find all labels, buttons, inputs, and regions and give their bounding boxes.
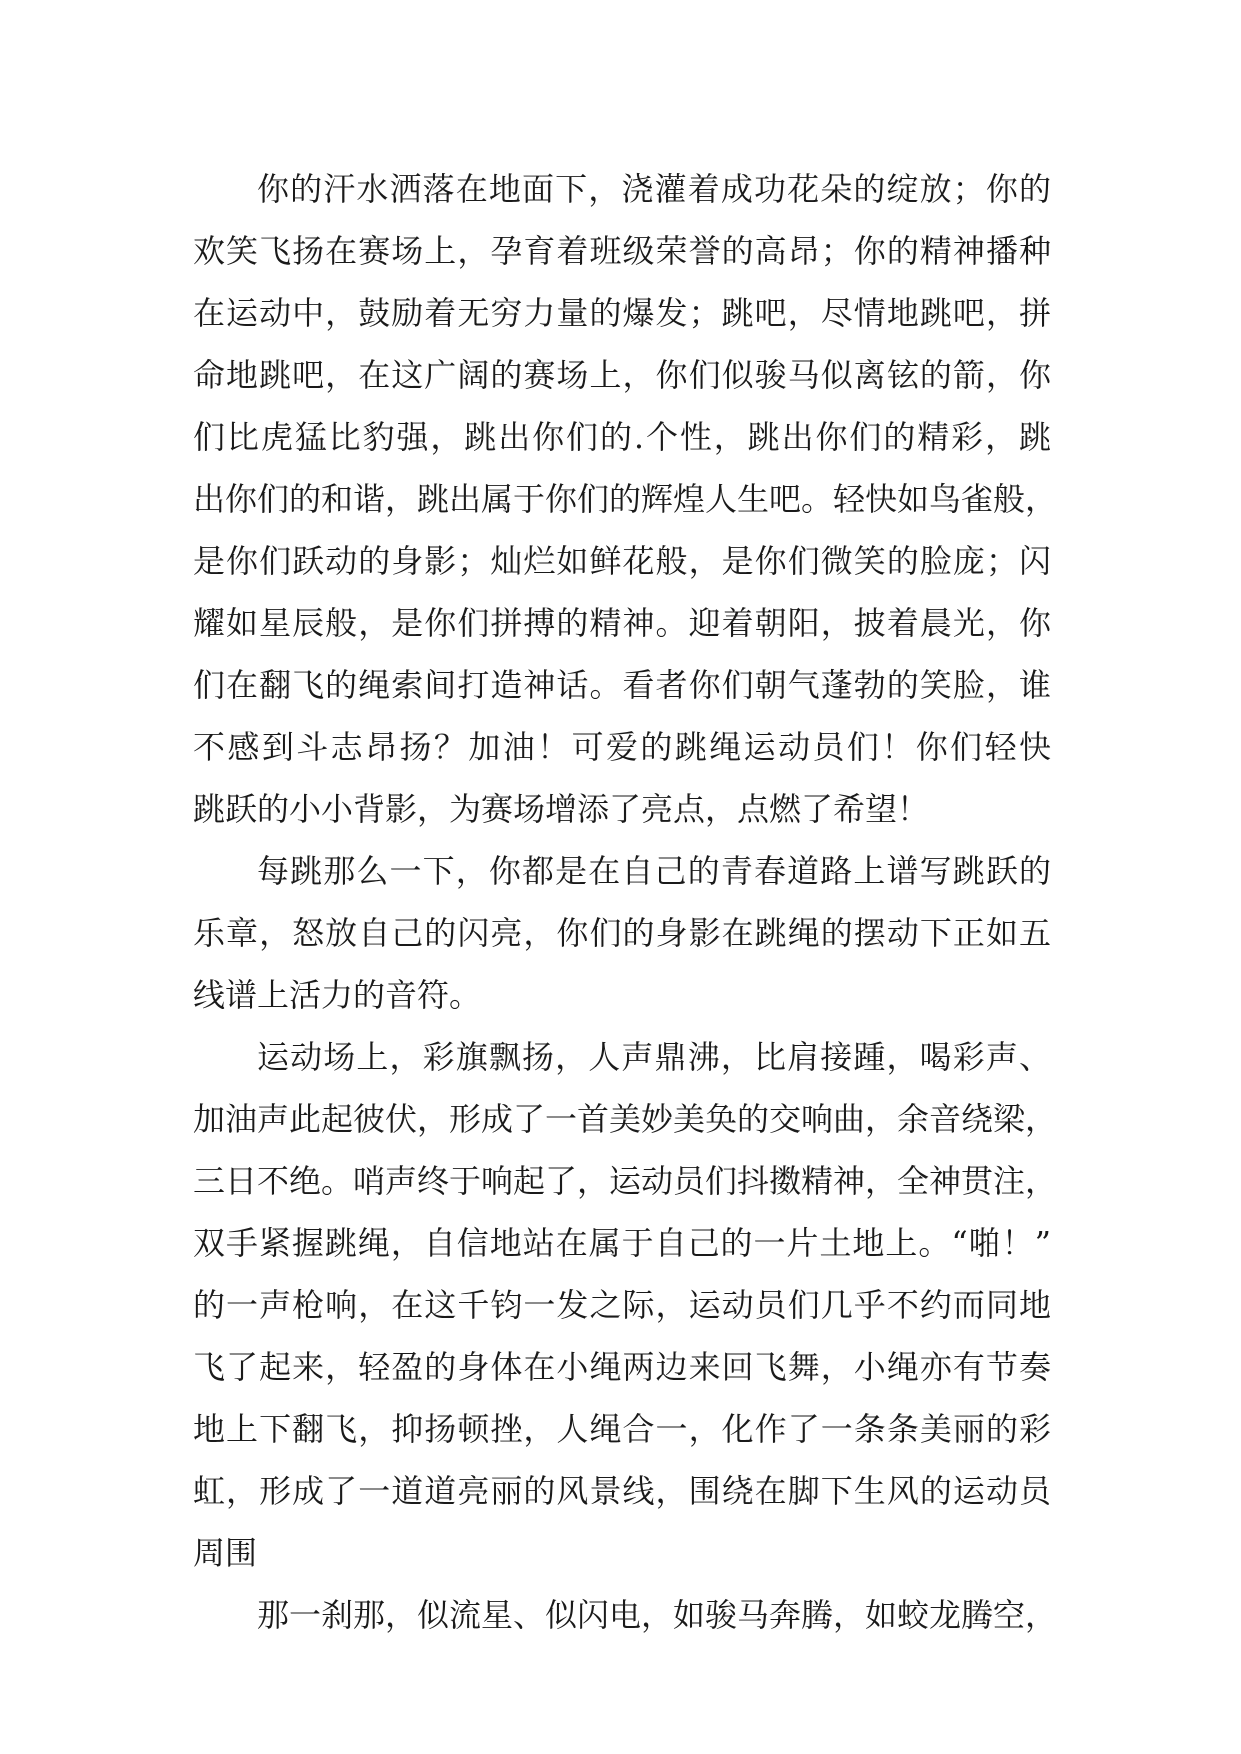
paragraph-line: 虹，形成了一道道亮丽的风景线，围绕在脚下生风的运动员: [193, 1472, 1051, 1510]
paragraph-line: 地上下翻飞，抑扬顿挫，人绳合一，化作了一条条美丽的彩: [193, 1410, 1051, 1448]
paragraph-line: 命地跳吧，在这广阔的赛场上，你们似骏马似离铉的箭，你: [193, 356, 1051, 394]
document-body: [193, 158, 1058, 1646]
paragraph-line: 你的汗水洒落在地面下，浇灌着成功花朵的绽放；你的: [257, 170, 1051, 208]
paragraph-line: 双手紧握跳绳，自信地站在属于自己的一片土地上。“啪！”: [193, 1224, 1051, 1262]
paragraph-line: 三日不绝。哨声终于响起了，运动员们抖擞精神，全神贯注，: [193, 1162, 1058, 1200]
paragraph-line: 耀如星辰般，是你们拼搏的精神。迎着朝阳，披着晨光，你: [193, 604, 1051, 642]
paragraph-line: 欢笑飞扬在赛场上，孕育着班级荣誉的高昂；你的精神播种: [193, 232, 1051, 270]
paragraph-line: 在运动中，鼓励着无穷力量的爆发；跳吧，尽情地跳吧，拼: [193, 294, 1051, 332]
paragraph-line: 飞了起来，轻盈的身体在小绳两边来回飞舞，小绳亦有节奏: [193, 1348, 1051, 1386]
paragraph-line: 跳跃的小小背影，为赛场增添了亮点，点燃了希望！: [193, 790, 930, 828]
paragraph-3: [193, 1026, 1058, 1584]
paragraph-4: [193, 1584, 1058, 1646]
paragraph-2: [193, 840, 1051, 1026]
paragraph-line: 周围: [193, 1534, 258, 1572]
paragraph-line: 们在翻飞的绳索间打造神话。看者你们朝气蓬勃的笑脸，谁: [193, 666, 1051, 704]
paragraph-line: 运动场上，彩旗飘扬，人声鼎沸，比肩接踵，喝彩声、: [257, 1038, 1051, 1076]
paragraph-line: 那一刹那，似流星、似闪电，如骏马奔腾，如蛟龙腾空，: [257, 1596, 1058, 1634]
paragraph-line: 不感到斗志昂扬？加油！可爱的跳绳运动员们！你们轻快: [193, 728, 1051, 766]
paragraph-line: 线谱上活力的音符。: [193, 976, 482, 1014]
paragraph-line: 每跳那么一下，你都是在自己的青春道路上谱写跳跃的: [257, 852, 1051, 890]
paragraph-line: 的一声枪响，在这千钧一发之际，运动员们几乎不约而同地: [193, 1286, 1051, 1324]
paragraph-line: 们比虎猛比豹强，跳出你们的.个性，跳出你们的精彩，跳: [193, 418, 1051, 456]
paragraph-line: 出你们的和谐，跳出属于你们的辉煌人生吧。轻快如鸟雀般，: [193, 480, 1058, 518]
paragraph-line: 乐章，怒放自己的闪亮，你们的身影在跳绳的摆动下正如五: [193, 914, 1051, 952]
paragraph-line: 是你们跃动的身影；灿烂如鲜花般，是你们微笑的脸庞；闪: [193, 542, 1051, 580]
paragraph-1: [193, 158, 1058, 840]
paragraph-line: 加油声此起彼伏，形成了一首美妙美奂的交响曲，余音绕梁，: [193, 1100, 1058, 1138]
